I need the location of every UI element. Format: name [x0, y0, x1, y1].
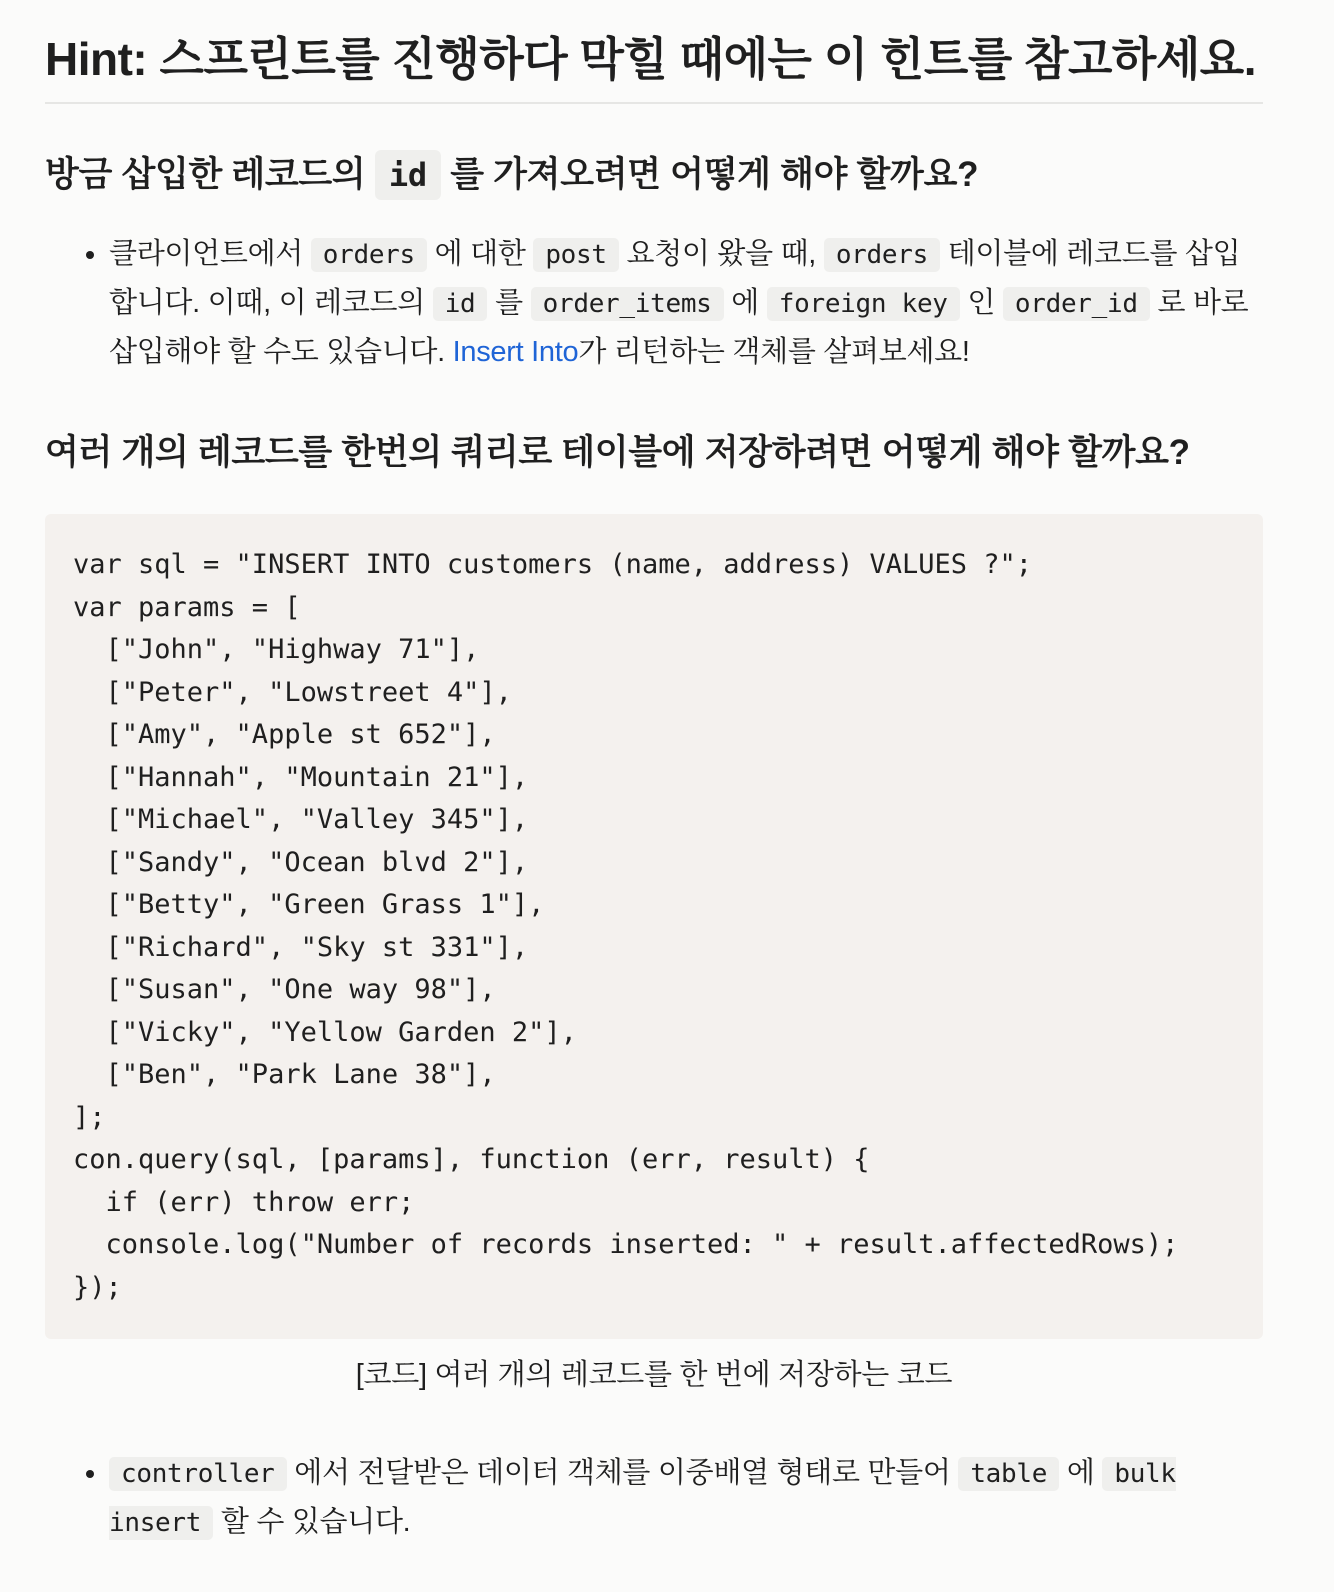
- text: 가 리턴하는 객체를 살펴보세요!: [578, 336, 970, 368]
- bullet-list: [45, 1449, 1263, 1547]
- inline-code: post: [533, 238, 618, 272]
- code-block: var sql = "INSERT INTO customers (name, address) VALUES ?"; var params = [ ["John", "Highway 71"], ["Peter", "Lowstreet 4"], ["Amy", "Apple st 652"], ["Hannah", "Mountain 21"], ["Michael", "Valley 345"], ["Sandy", "Ocean blvd 2"], ["Betty", "Green Grass 1"], ["Richard", "Sky st 331"], ["Susan", "One way 98"], ["Vicky", "Yellow Garden 2"], ["Ben", "Park Lane 38"], ]; con.query(sql, [params], function (err, result) { if (err) throw err; console.log("Number of records inserted: " + result.affectedRows); });: [45, 514, 1263, 1339]
- text: 로 바로 삽입해야 할 수도 있습니다.: [109, 287, 1249, 368]
- insert-into-link[interactable]: Insert Into: [452, 336, 579, 368]
- text: 에 대한: [426, 238, 534, 270]
- list-item: [109, 230, 1263, 376]
- inline-code: orders: [311, 238, 427, 272]
- heading-text: 방금 삽입한 레코드의: [45, 155, 375, 194]
- inline-code: table: [958, 1457, 1059, 1491]
- inline-code: orders: [824, 238, 940, 272]
- inline-code: foreign key: [767, 287, 960, 321]
- text: 요청이 왔을 때,: [618, 238, 824, 270]
- inline-code: id: [375, 150, 441, 200]
- list-item: [109, 1449, 1263, 1547]
- section-heading-get-id: [45, 150, 1263, 200]
- bullet-list: [45, 230, 1263, 376]
- inline-code: id: [433, 287, 488, 321]
- text: 할 수 있습니다.: [213, 1506, 411, 1538]
- text: 클라이언트에서: [109, 238, 311, 270]
- heading-text: 를 가져오려면 어떻게 해야 할까요?: [440, 155, 979, 194]
- inline-code: order_items: [531, 287, 724, 321]
- text: 테이블에 레코드를 삽입합니다. 이때, 이 레코드의: [109, 238, 1241, 319]
- text: 에: [1059, 1457, 1103, 1489]
- text: 를: [487, 287, 531, 319]
- code-caption: [코드] 여러 개의 레코드를 한 번에 저장하는 코드: [355, 1359, 953, 1391]
- text: 에: [723, 287, 767, 319]
- inline-code: order_id: [1003, 287, 1150, 321]
- section-heading-bulk-insert: 여러 개의 레코드를 한번의 쿼리로 테이블에 저장하려면 어떻게 해야 할까요?: [45, 433, 1190, 472]
- page-title: Hint: 스프린트를 진행하다 막힐 때에는 이 힌트를 참고하세요.: [45, 0, 1263, 104]
- inline-code: controller: [109, 1457, 287, 1491]
- document-page: [45, 0, 1263, 1547]
- text: 에서 전달받은 데이터 객체를 이중배열 형태로 만들어: [286, 1457, 959, 1489]
- text: 인: [959, 287, 1003, 319]
- inline-code: bulk insert: [109, 1459, 1176, 1538]
